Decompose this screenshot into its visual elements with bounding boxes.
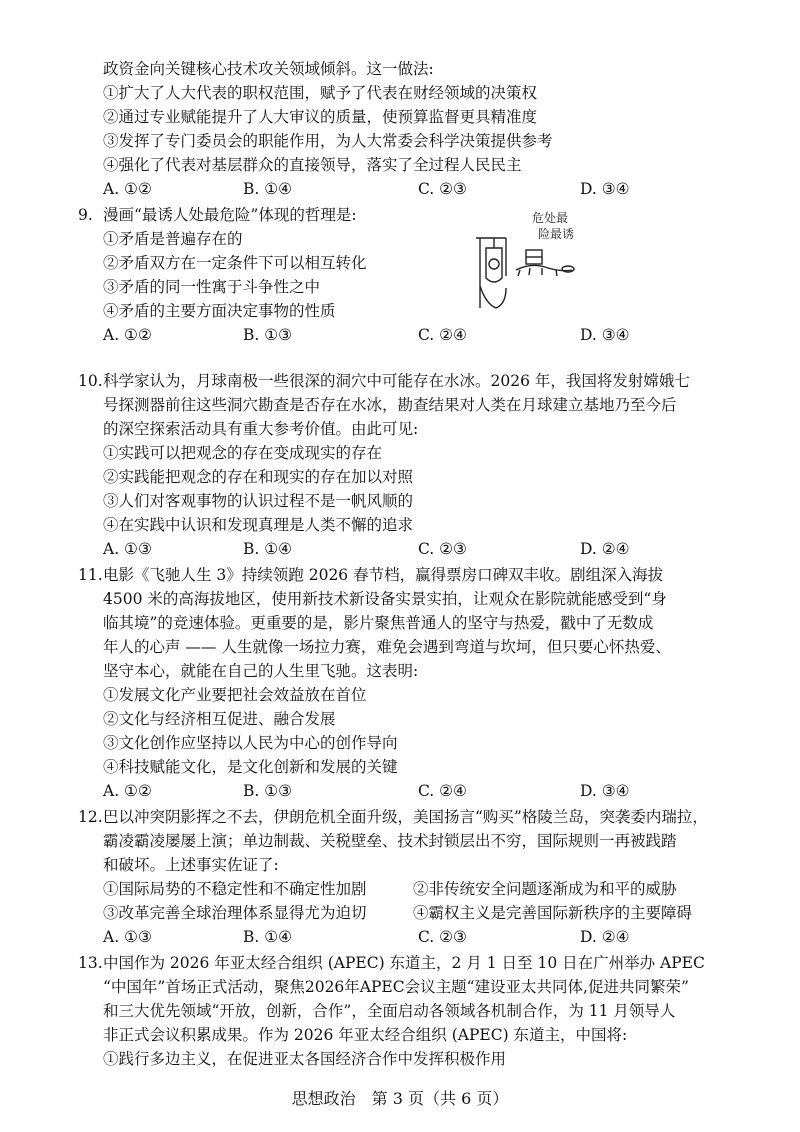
q10-stem-line-2: 号探测器前往这些洞穴勘查是否存在水冰，勘查结果对人类在月球建立基地乃至今后 xyxy=(103,396,677,414)
q11-stem-line-2: 4500 米的高海拔地区，使用新技术新设备实景实拍，让观众在影院就能感受到“身 xyxy=(103,590,667,608)
q13-stem-line-2: “中国年”首场正式活动，聚焦2026年APEC会议主题“建设亚太共同体,促进共同繁荣” xyxy=(103,978,689,996)
q11-option-c: C. ②④ xyxy=(418,782,467,800)
q10-stem-line-3: 的深空探索活动具有重大参考价值。由此可见: xyxy=(103,420,419,438)
q11-stem-line-3: 临其境”的竞速体验。更重要的是，影片聚焦普通人的坚守与热爱，戳中了无数成 xyxy=(103,614,654,632)
q13-item-1: ①践行多边主义，在促进亚太各国经济合作中发挥积极作用 xyxy=(103,1050,507,1068)
q12-stem-line-3: 和破坏。上述事实佐证了: xyxy=(103,856,279,874)
cartoon-caption-2: 险最诱 xyxy=(538,227,575,241)
q11-stem-line-1: 电影《飞驰人生 3》持续领跑 2026 春节档，赢得票房口碑双丰收。剧组深入海拔 xyxy=(103,566,664,584)
q13-number: 13. xyxy=(78,954,103,972)
q8-item-3: ③发挥了专门委员会的职能作用，为人大常委会科学决策提供参考 xyxy=(103,132,553,150)
q11-option-b: B. ①③ xyxy=(243,782,293,800)
q11-item-4: ④科技赋能文化，是文化创新和发展的关键 xyxy=(103,758,398,776)
q9-item-1: ①矛盾是普遍存在的 xyxy=(103,230,243,248)
q8-option-b: B. ①④ xyxy=(243,180,293,198)
q12-item-1: ①国际局势的不稳定性和不确定性加剧 xyxy=(103,880,367,898)
q9-option-d: D. ③④ xyxy=(580,326,630,344)
q11-stem-line-5: 坚守本心，就能在自己的人生里飞驰。这表明: xyxy=(103,662,419,680)
q10-item-3: ③人们对客观事物的认识过程不是一帆风顺的 xyxy=(103,492,414,510)
q9-stem: 漫画“最诱人处最危险”体现的哲理是: xyxy=(103,206,357,224)
q10-option-a: A. ①③ xyxy=(103,540,152,558)
q11-options xyxy=(103,780,743,802)
q8-option-c: C. ②③ xyxy=(418,180,467,198)
q12-item-3: ③改革完善全球治理体系显得尤为迫切 xyxy=(103,904,367,922)
q11-item-1: ①发展文化产业要把社会效益放在首位 xyxy=(103,686,367,704)
q10-item-4: ④在实践中认识和发现真理是人类不懈的追求 xyxy=(103,516,414,534)
q8-stem-tail: 政资金向关键核心技术攻关领域倾斜。这一做法: xyxy=(103,60,434,78)
q11-item-3: ③文化创作应坚持以人民为中心的创作导向 xyxy=(103,734,398,752)
q9-option-a: A. ①② xyxy=(103,326,152,344)
q12-option-a: A. ①③ xyxy=(103,928,152,946)
q13-stem-line-4: 非正式会议积累成果。作为 2026 年亚太经合组织 (APEC) 东道主，中国将: xyxy=(103,1026,628,1044)
q9-option-c: C. ②④ xyxy=(418,326,467,344)
q12-options xyxy=(103,926,743,948)
q10-option-c: C. ②③ xyxy=(418,540,467,558)
q9-item-4: ④矛盾的主要方面决定事物的性质 xyxy=(103,302,336,320)
q12-item-4: ④霸权主义是完善国际新秩序的主要障碍 xyxy=(413,904,693,922)
q8-item-2: ②通过专业赋能提升了人大审议的质量，使预算监督更具精准度 xyxy=(103,108,538,126)
q9-item-3: ③矛盾的同一性寓于斗争性之中 xyxy=(103,278,321,296)
cartoon-illustration xyxy=(472,208,622,318)
q10-item-2: ②实践能把观念的存在和现实的存在加以对照 xyxy=(103,468,414,486)
q9-item-2: ②矛盾双方在一定条件下可以相互转化 xyxy=(103,254,367,272)
q12-stem-line-1: 巴以冲突阴影挥之不去，伊朗危机全面升级，美国扬言“购买”格陵兰岛，突袭委内瑞拉， xyxy=(103,808,708,826)
q11-option-a: A. ①② xyxy=(103,782,152,800)
q8-options xyxy=(103,178,743,200)
q8-item-1: ①扩大了人大代表的职权范围，赋予了代表在财经领域的决策权 xyxy=(103,84,538,102)
q10-number: 10. xyxy=(78,372,103,390)
q10-item-1: ①实践可以把观念的存在变成现实的存在 xyxy=(103,444,383,462)
q10-option-d: D. ②④ xyxy=(580,540,630,558)
q13-stem-line-3: 和三大优先领域“开放，创新，合作”，全面启动各领域各机制合作，为 11 月领导人 xyxy=(103,1002,676,1020)
q12-option-c: C. ②③ xyxy=(418,928,467,946)
cartoon-drawing xyxy=(472,208,622,318)
q11-item-2: ②文化与经济相互促进、融合发展 xyxy=(103,710,336,728)
cartoon-caption-1: 危处最 xyxy=(532,211,569,225)
q12-option-b: B. ①④ xyxy=(243,928,293,946)
q10-options xyxy=(103,538,743,560)
q9-options xyxy=(103,324,743,346)
page-footer: 思想政治 第 3 页（共 6 页） xyxy=(291,1089,509,1108)
q10-stem-line-1: 科学家认为，月球南极一些很深的洞穴中可能存在水冰。2026 年，我国将发射嫦娥七 xyxy=(103,372,690,390)
q12-item-2: ②非传统安全问题逐渐成为和平的威胁 xyxy=(413,880,677,898)
q8-option-d: D. ③④ xyxy=(580,180,630,198)
q12-stem-line-2: 霸凌霸凌屡屡上演；单边制裁、关税壁垒、技术封锁层出不穷，国际规则一再被践踏 xyxy=(103,832,677,850)
q13-stem-line-1: 中国作为 2026 年亚太经合组织 (APEC) 东道主，2 月 1 日至 10 日在广州举办 APEC xyxy=(103,954,705,972)
q8-item-4: ④强化了代表对基层群众的直接领导，落实了全过程人民民主 xyxy=(103,156,522,174)
q11-number: 11. xyxy=(78,566,103,584)
q11-stem-line-4: 年人的心声 —— 人生就像一场拉力赛，难免会遇到弯道与坎坷，但只要心怀热爱、 xyxy=(103,638,671,656)
q9-option-b: B. ①③ xyxy=(243,326,293,344)
q12-option-d: D. ②④ xyxy=(580,928,630,946)
q12-number: 12. xyxy=(78,808,103,826)
q8-option-a: A. ①② xyxy=(103,180,152,198)
q11-option-d: D. ③④ xyxy=(580,782,630,800)
q10-option-b: B. ①④ xyxy=(243,540,293,558)
q9-number: 9. xyxy=(78,206,93,224)
